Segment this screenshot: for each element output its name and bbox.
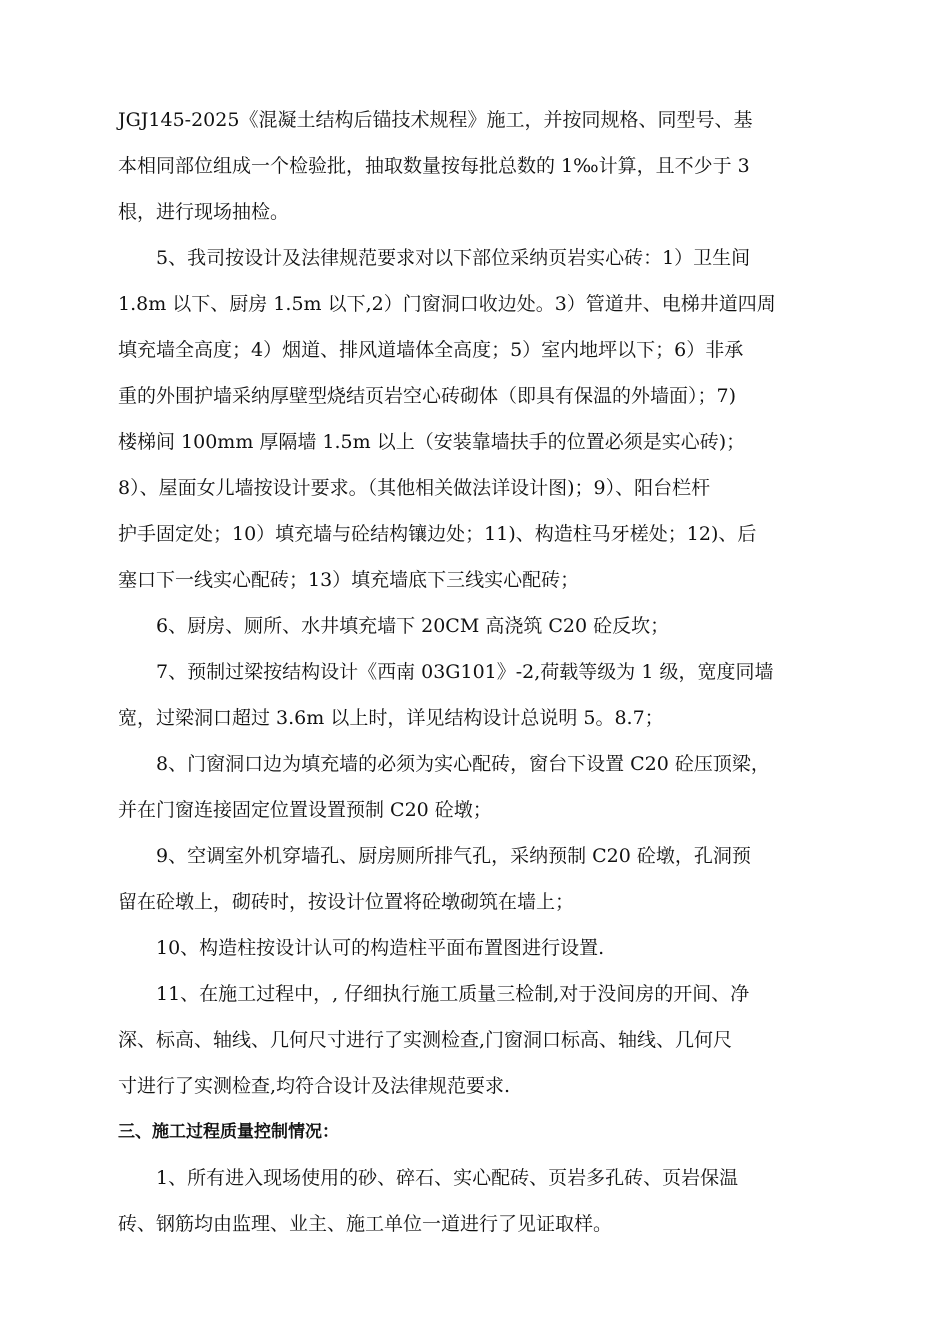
body-text-line: 留在砼墩上，砌砖时，按设计位置将砼墩砌筑在墙上； [118, 891, 575, 913]
body-text-line: 楼梯间 100mm 厚隔墙 1.5m 以上（安装靠墙扶手的位置必须是实心砖)； [118, 431, 746, 453]
body-text-line: 塞口下一线实心配砖；13）填充墙底下三线实心配砖； [118, 569, 580, 591]
body-text-line: 9、空调室外机穿墙孔、厨房厕所排气孔，采纳预制 C20 砼墩，孔洞预 [118, 845, 751, 867]
document-page [118, 97, 860, 1247]
body-text-line: 深、标高、轴线、几何尺寸进行了实测检查,门窗洞口标高、轴线、几何尺 [118, 1029, 733, 1051]
body-text-line: 11、在施工过程中，, 仔细执行施工质量三检制,对于没间房的开间、净 [118, 983, 750, 1005]
body-text-line: 寸进行了实测检查,均符合设计及法律规范要求. [118, 1075, 511, 1097]
body-text-line: 6、厨房、厕所、水井填充墙下 20CM 高浇筑 C20 砼反坎； [118, 615, 670, 637]
body-text-line: 护手固定处；10）填充墙与砼结构镶边处；11)、构造柱马牙槎处；12)、后 [118, 523, 757, 545]
body-text-line: JGJ145-2025《混凝土结构后锚技术规程》施工，并按同规格、同型号、基 [118, 109, 753, 131]
section-heading: 三、施工过程质量控制情况： [118, 1122, 339, 1142]
body-text-line: 7、预制过梁按结构设计《西南 03G101》-2,荷载等级为 1 级，宽度同墙 [118, 661, 774, 683]
body-text-line: 砖、钢筋均由监理、业主、施工单位一道进行了见证取样。 [118, 1213, 613, 1235]
body-text-line: 本相同部位组成一个检验批，抽取数量按每批总数的 1‰计算，且不少于 3 [118, 155, 750, 177]
body-text-line: 8）、屋面女儿墙按设计要求。（其他相关做法详设计图)；9）、阳台栏杆 [118, 477, 711, 499]
body-text-line: 并在门窗连接固定位置设置预制 C20 砼墩； [118, 799, 492, 821]
body-text-line: 根，进行现场抽检。 [118, 201, 290, 223]
body-text-line: 重的外围护墙采纳厚壁型烧结页岩空心砖砌体（即具有保温的外墙面）；7) [118, 385, 737, 407]
body-text-line: 5、我司按设计及法律规范要求对以下部位采纳页岩实心砖：1）卫生间 [118, 247, 751, 269]
body-text-line: 1、所有进入现场使用的砂、碎石、实心配砖、页岩多孔砖、页岩保温 [118, 1167, 739, 1189]
body-text-line: 宽，过梁洞口超过 3.6m 以上时，详见结构设计总说明 5。8.7； [118, 707, 664, 729]
body-text-line: 填充墙全高度；4）烟道、排风道墙体全高度；5）室内地坪以下；6）非承 [118, 339, 744, 361]
body-text-line: 8、门窗洞口边为填充墙的必须为实心配砖，窗台下设置 C20 砼压顶梁， [118, 753, 770, 775]
body-text-line: 1.8m 以下、厨房 1.5m 以下,2）门窗洞口收边处。3）管道井、电梯井道四周 [118, 293, 776, 315]
body-text-line: 10、构造柱按设计认可的构造柱平面布置图进行设置. [118, 937, 605, 959]
